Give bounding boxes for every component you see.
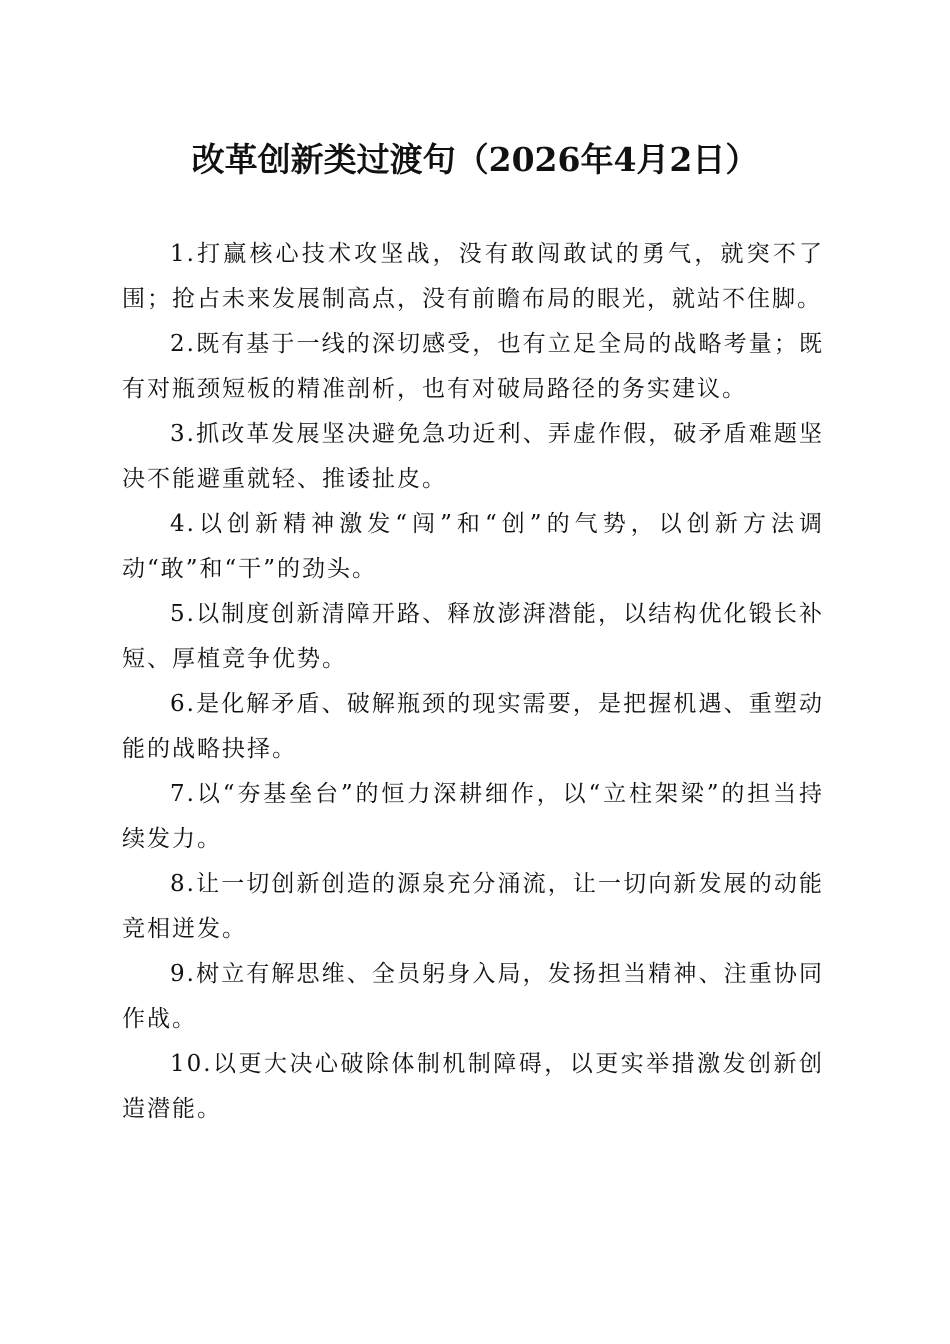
paragraph-6: 6.是化解矛盾、破解瓶颈的现实需要，是把握机遇、重塑动能的战略抉择。 [122,691,824,762]
paragraph-2: 2.既有基于一线的深切感受，也有立足全局的战略考量；既有对瓶颈短板的精准剖析，也有对破局路径的务实建议。 [122,331,824,402]
paragraph-3: 3.抓改革发展坚决避免急功近利、弄虚作假，破矛盾难题坚决不能避重就轻、推诿扯皮。 [122,421,824,492]
document-title: 改革创新类过渡句（2026年4月2日） [191,140,759,179]
paragraph-9: 9.树立有解思维、全员躬身入局，发扬担当精神、注重协同作战。 [122,961,824,1032]
paragraph-8: 8.让一切创新创造的源泉充分涌流，让一切向新发展的动能竞相迸发。 [122,871,824,942]
paragraph-5: 5.以制度创新清障开路、释放澎湃潜能，以结构优化锻长补短、厚植竞争优势。 [122,601,824,672]
paragraph-4: 4.以创新精神激发“闯”和“创”的气势，以创新方法调动“敢”和“干”的劲头。 [122,511,824,582]
paragraph-1: 1.打赢核心技术攻坚战，没有敢闯敢试的勇气，就突不了围；抢占未来发展制高点，没有前瞻布局的眼光，就站不住脚。 [122,241,824,312]
document-body [122,232,824,1132]
paragraph-7: 7.以“夯基垒台”的恒力深耕细作，以“立柱架梁”的担当持续发力。 [122,781,824,852]
paragraph-10: 10.以更大决心破除体制机制障碍，以更实举措激发创新创造潜能。 [122,1051,824,1122]
